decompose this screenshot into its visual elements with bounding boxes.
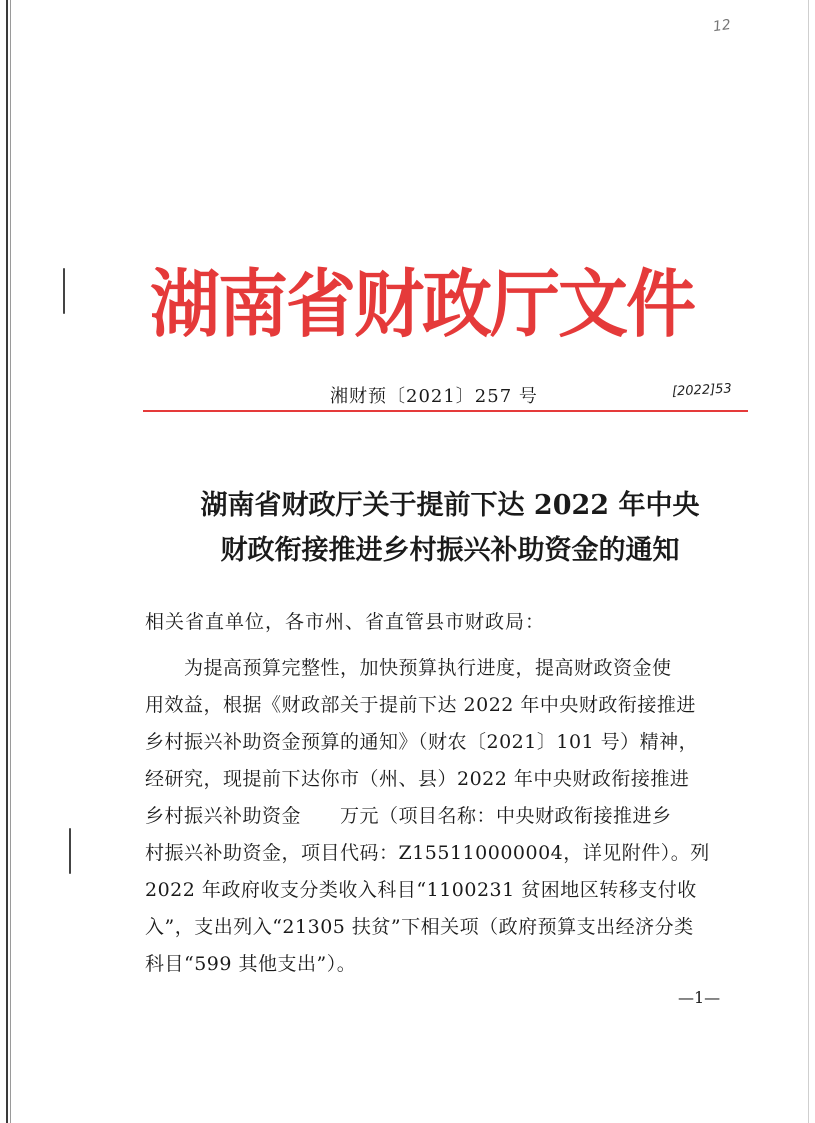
scan-edge-left-shadow: [10, 0, 11, 1123]
body-text-line: 经研究，现提前下达你市（州、县）2022 年中央财政衔接推进: [145, 768, 690, 790]
document-number: 湘财预〔2021〕257 号: [330, 386, 538, 407]
notice-title-line-2: 财政衔接推进乡村振兴补助资金的通知: [220, 535, 680, 566]
binding-mark-top: [63, 268, 65, 314]
handwritten-corner-note: 12: [711, 16, 732, 36]
body-text-line: 为提高预算完整性，加快预算执行进度，提高财政资金使: [145, 657, 672, 679]
body-text-line: 入”，支出列入“21305 扶贫”下相关项（政府预算支出经济分类: [145, 916, 694, 938]
addressee-line: 相关省直单位，各市州、省直管县市财政局：: [145, 611, 546, 633]
binding-mark-bottom: [69, 828, 71, 874]
document-header-title: 湖南省财政厅文件: [150, 260, 694, 348]
scan-edge-right: [808, 0, 809, 1123]
notice-title-line-1: 湖南省财政厅关于提前下达 2022 年中央: [200, 490, 700, 521]
body-text-line: 用效益，根据《财政部关于提前下达 2022 年中央财政衔接推进: [145, 694, 696, 716]
header-red-rule: [143, 410, 748, 412]
notice-title: [120, 483, 780, 573]
body-text-line: 乡村振兴补助资金预算的通知》（财农〔2021〕101 号）精神，: [145, 731, 699, 753]
body-text-line: 乡村振兴补助资金 万元（项目名称：中央财政衔接推进乡: [145, 805, 672, 827]
body-text-line: 村振兴补助资金，项目代码：Z155110000004，详见附件）。列: [145, 842, 710, 864]
page-number: —1—: [678, 988, 721, 1007]
handwritten-archive-number: [2022]53: [671, 381, 733, 400]
body-text-line: 2022 年政府收支分类收入科目“1100231 贫困地区转移支付收: [145, 879, 697, 901]
scan-edge-left: [6, 0, 8, 1123]
body-text-line: 科目“599 其他支出”）。: [145, 953, 357, 975]
